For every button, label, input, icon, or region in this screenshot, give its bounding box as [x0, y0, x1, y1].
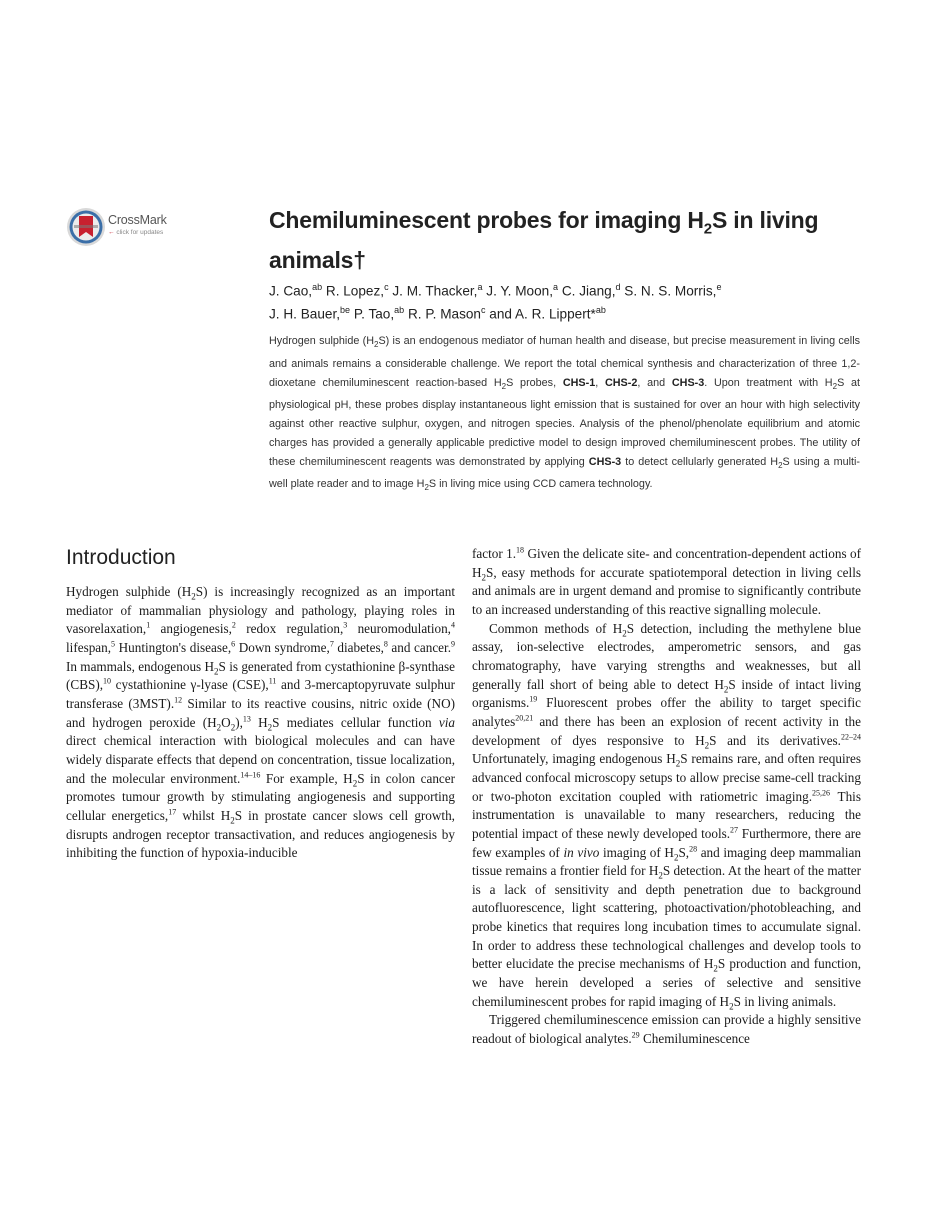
article-title: Chemiluminescent probes for imaging $H_2S$ in living animals† [269, 207, 819, 273]
section-heading-introduction: Introduction [66, 546, 176, 569]
crossmark-logo-icon [66, 207, 106, 247]
compound-chs3: CHS-3 [671, 376, 705, 389]
author: J. Y. Moon, [486, 283, 554, 299]
abstract: Hydrogen sulphide $(H_2S)$ is an endogenous mediator of human health and disease, but precise measurement in living cells and animals remains a considerable challenge. We report the total chemical synthesis and characterization of three 1,2-dioxetane chemiluminescent reaction-based $H_2S$ probes, CHS-1, CHS-2, and CHS-3. Upon treatment with $H_2S$ at physiological pH, these probes display instantaneous light emission that is sustained for over an hour with high selectivity against other reactive sulphur, oxygen, and nitrogen species. Analysis of the phenol/phenolate equilibrium and atomic charges has provided a generally applicable predictive model to design improved chemiluminescent probes. The utility of these chemiluminescent reagents was demonstrated by applying CHS-3 to detect cellularly generated $H_2S$ using a multi-well plate reader and to image $H_2S$ in living mice using CCD camera technology. [269, 335, 861, 493]
body-column-left [66, 583, 455, 863]
paragraph: factor 1.18 Given the delicate site- and concentration-dependent actions of $H_2S$, easy methods for accurate spatiotemporal detection in living cells and animals are in urgent demand and promise to significantly contribute to an increased understanding of this reactive signalling molecule. [472, 545, 861, 617]
paragraph: Common methods of $H_2S$ detection, including the methylene blue assay, ion-selective electrodes, amperometric sensors, and gas chromatography, have varying strengths and weaknesses, but all generally fall short of being able to detect $H_2S$ inside of intact living organisms.$^{19}$ Fluorescent probes offer the ability to target specific analytes$^{20,21}$ and there has been an explosion of recent activity in the development of dyes responsive to $H_2S$ and its derivatives.$^{22-24}$ Unfortunately, imaging endogenous $H_2S$ remains rare, and often requires advanced confocal microscopy setups to allow precise same-cell tracking or two-photon excitation coupled with ratiometric imaging.$^{25,26}$ This instrumentation is unavailable to many researchers, reducing the potential impact of these newly developed tools.$^{27}$ Furthermore, there are few examples of in vivo imaging of $H_2S,^{28}$ and imaging deep mammalian tissue remains a frontier field for $H_2S$ detection. At the heart of the matter is a lack of sensitivity and depth penetration due to background autofluorescence, light scattering, photoactivation/photobleaching, and probe kinetics that requires long incubation times to accumulate signal. In order to address these technological challenges and develop tools to better elucidate the precise mechanisms of $H_2S$ production and function, we have herein developed a series of selective and sensitive chemiluminescent probes for rapid imaging of $H_2S$ in living animals. [472, 620, 862, 1012]
author: R. Lopez, [325, 283, 385, 299]
crossmark-badge[interactable] [66, 207, 186, 247]
crossmark-subtitle-text: click for updates [116, 229, 164, 236]
body-column-right [472, 545, 861, 1049]
crossmark-subtitle [108, 229, 163, 236]
author: R. P. Mason [407, 306, 481, 322]
update-arrow-icon: ← [108, 229, 115, 236]
author-list: J. Cao,$^{ab}$ R. Lopez,$^c$ J. M. Thacker,$^a$ J. Y. Moon,$^a$ C. Jiang,$^d$ S. N. S. Morris,$^e$ J. H. Bauer,$^{be}$ P. Tao,$^{ab}$ R. P. Mason$^c$ and A. R. Lippert*$^{ab}$ [269, 282, 722, 322]
crossmark-title: CrossMark [108, 213, 167, 227]
compound-chs2: CHS-2 [604, 376, 638, 389]
compound-chs1: CHS-1 [562, 376, 596, 389]
author: P. Tao, [353, 306, 395, 322]
author: J. M. Thacker, [392, 283, 478, 299]
compound-chs3: CHS-3 [588, 455, 622, 468]
paragraph: Hydrogen sulphide $(H_2S)$ is increasingly recognized as an important mediator of mammalian physiology and pathology, playing roles in vasorelaxation,$^1$ angiogenesis,$^2$ redox regulation,$^3$ neuromodulation,$^4$ lifespan,$^5$ Huntington's disease,$^6$ Down syndrome,$^7$ diabetes,$^8$ and cancer.$^9$ In mammals, endogenous $H_2S$ is generated from cystathionine β-synthase (CBS),$^{10}$ cystathionine γ-lyase (CSE),$^{11}$ and 3-mercaptopyruvate sulphur transferase (3MST).$^{12}$ Similar to its reactive cousins, nitric oxide (NO) and hydrogen peroxide $(H_2O_2),^{13}$ $H_2S$ mediates cellular function via direct chemical interaction with biological molecules and can have widely disparate effects that depend on concentration, tissue localization, and the molecular environment.$^{14-16}$ For example, $H_2S$ in colon cancer promotes tumour growth by stimulating angiogenesis and supporting cellular energetics,$^{17}$ whilst $H_2S$ in prostate cancer slows cell growth, disrupts androgen receptor transactivation, and reduces angiogenesis by inhibiting the function of hypoxia-inducible [66, 584, 456, 861]
author: S. N. S. Morris, [624, 283, 717, 299]
author: and A. R. Lippert* [489, 306, 596, 322]
author: C. Jiang, [561, 283, 616, 299]
author: J. Cao, [269, 283, 313, 299]
author: J. H. Bauer, [269, 306, 341, 322]
paragraph: Triggered chemiluminescence emission can provide a highly sensitive readout of biological analytes.$^{29}$ Chemiluminescence [472, 1012, 861, 1047]
